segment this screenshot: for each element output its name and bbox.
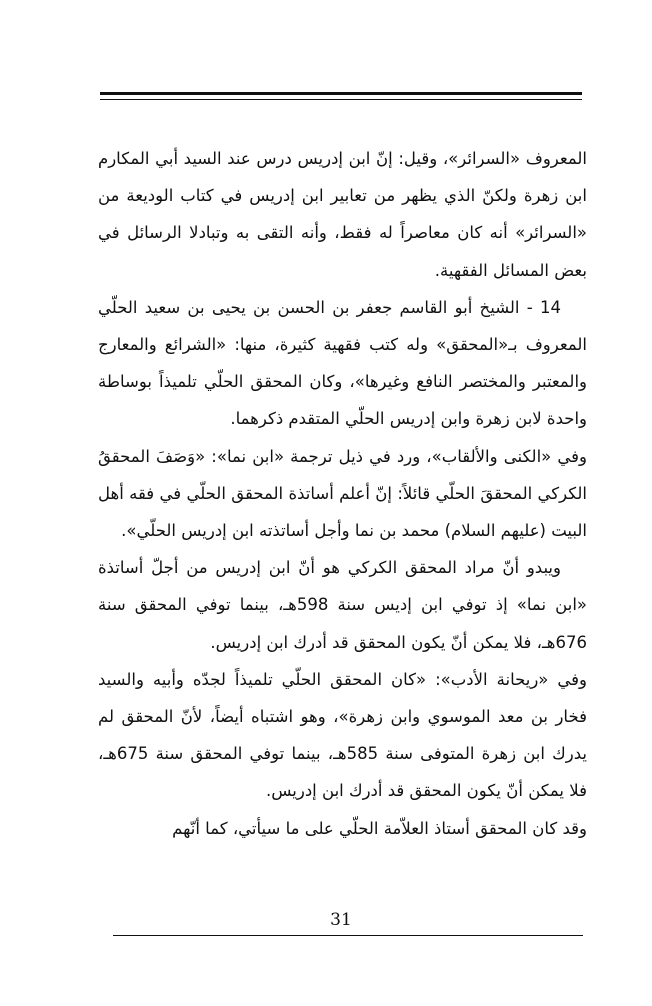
page-number: 31 [330, 910, 352, 930]
header-rule-thick [100, 92, 582, 95]
paragraph-1: المعروف «السرائر»، وقيل: إنّ ابن إدريس درس عند السيد أبي المكارم ابن زهرة ولكنّ الذي يظهر من تعابير ابن إدريس في كتاب الوديعة من «السرائر» أنه كان معاصراً له فقط، وأنه التقى به وتبادلا الرسائل في بعض المسائل الفقهية. [98, 149, 587, 280]
paragraph-6: وقد كان المحقق أستاذ العلاّمة الحلّي على ما سيأتي، كما أنّهم [172, 818, 587, 838]
header-rule-thin [100, 99, 582, 100]
paragraph-2: 14 - الشيخ أبو القاسم جعفر بن الحسن بن يحيى بن سعيد الحلّي المعروف بـ«المحقق» وله كتب فقهية كثيرة، منها: «الشرائع والمعارج والمعتبر والمختصر النافع وغيرها»، وكان المحقق الحلّي تلميذاً بوساطة واحدة لابن زهرة وابن إدريس الحلّي المتقدم ذكرهما. [98, 297, 587, 429]
footer-rule [113, 935, 583, 936]
paragraph-3: وفي «الكنى والألقاب»، ورد في ذيل ترجمة «ابن نما»: «وَصَفَ المحققُ الكركي المحققَ الحلّي قائلاً: إنّ أعلم أساتذة المحقق الحلّي في فقه أهل البيت (عليهم السلام) محمد بن نما وأجل أساتذته ابن إدريس الحلّي». [98, 446, 587, 541]
paragraph-5: وفي «ريحانة الأدب»: «كان المحقق الحلّي تلميذاً لجدّه وأبيه والسيد فخار بن معد الموسوي وابن زهرة»، وهو اشتباه أيضاً، لأنّ المحقق لم يدرك ابن زهرة المتوفى سنة 585هـ، بينما توفي المحقق سنة 675هـ، فلا يمكن أنّ يكون المحقق قد أدرك ابن إدريس. [98, 669, 587, 801]
paragraph-4: ويبدو أنّ مراد المحقق الكركي هو أنّ ابن إدريس من أجلّ أساتذة «ابن نما» إذ توفي ابن إديس سنة 598هـ، بينما توفي المحقق سنة 676هـ، فلا يمكن أنّ يكون المحقق قد أدرك ابن إدريس. [98, 558, 588, 652]
body-text [98, 140, 587, 847]
